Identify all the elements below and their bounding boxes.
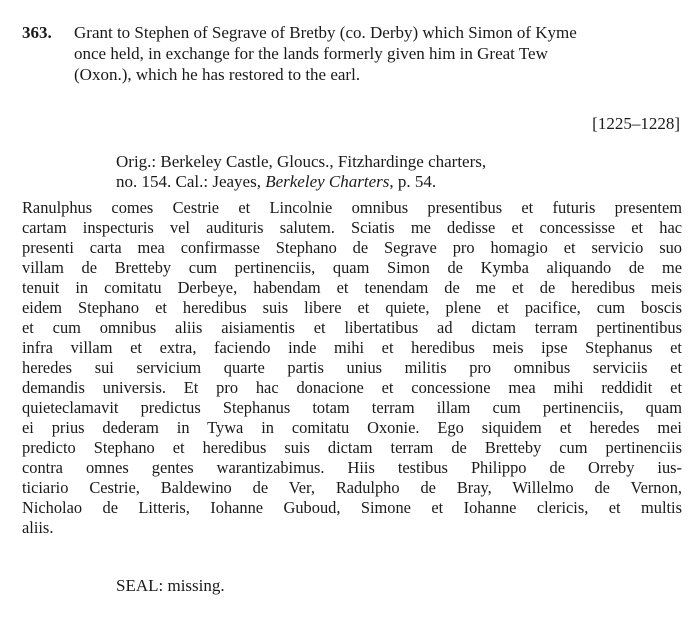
- charter-line: ticiario Cestrie, Baldewino de Ver, Radulpho de Bray, Willelmo de Vernon,: [22, 478, 682, 497]
- summary-line: (Oxon.), which he has restored to the earl.: [74, 65, 361, 84]
- charter-line: ei prius dederam in Tywa in comitatu Oxonie. Ego siquidem et heredes mei: [22, 418, 682, 437]
- charter-line: cartam inspecturis vel audituris salutem. Sciatis me dedisse et concessisse et hac: [22, 218, 682, 237]
- charter-line: villam de Bretteby cum pertinenciis, quam Simon de Kymba aliquando de me: [22, 258, 682, 277]
- date-range: [1225–1228]: [592, 114, 680, 133]
- charter-line: predicto Stephano et heredibus suis dictam terram de Bretteby cum pertinenciis: [22, 438, 682, 457]
- charter-line: aliis.: [22, 518, 54, 537]
- summary-line: Grant to Stephen of Segrave of Bretby (co. Derby) which Simon of Kyme: [74, 23, 577, 42]
- charter-line: presenti carta mea confirmasse Stephano de Segrave pro homagio et servicio suo: [22, 238, 682, 257]
- seal-note: SEAL: missing.: [116, 576, 225, 595]
- charter-line: infra villam et extra, faciendo inde mihi et heredibus meis ipse Stephanus et: [22, 338, 682, 357]
- entry-summary: [74, 22, 684, 85]
- summary-line: once held, in exchange for the lands formerly given him in Great Tew: [74, 44, 548, 63]
- source-suffix: , p. 54.: [389, 172, 437, 191]
- entry-number: 363.: [22, 23, 52, 42]
- source-line-1: Orig.: Berkeley Castle, Gloucs., Fitzhardinge charters,: [116, 152, 487, 171]
- source-line-2: [116, 172, 686, 192]
- charter-line: quieteclamavit predictus Stephanus totam terram illam cum pertinenciis, quam: [22, 398, 682, 417]
- charter-text: [22, 198, 682, 538]
- charter-line: et cum omnibus aliis aisiamentis et libertatibus ad dictam terram pertinentibus: [22, 318, 682, 337]
- charter-line: demandis universis. Et pro hac donacione et concessione mea mihi reddidit et: [22, 378, 682, 397]
- charter-line: Nicholao de Litteris, Iohanne Guboud, Simone et Iohanne clericis, et multis: [22, 498, 682, 517]
- charter-line: heredes sui servicium quarte partis unius militis pro omnibus serviciis et: [22, 358, 682, 377]
- source-citation: [116, 152, 686, 192]
- charter-line: eidem Stephano et heredibus suis libere et quiete, plene et pacifice, cum boscis: [22, 298, 682, 317]
- charter-line: Ranulphus comes Cestrie et Lincolnie omnibus presentibus et futuris presentem: [22, 198, 682, 217]
- charter-line: tenuit in comitatu Derbeye, habendam et tenendam de me et de heredibus meis: [22, 278, 682, 297]
- source-prefix: no. 154. Cal.: Jeayes,: [116, 172, 266, 191]
- source-title: Berkeley Charters: [265, 172, 390, 191]
- charter-line: contra omnes gentes warantizabimus. Hiis testibus Philippo de Orreby ius-: [22, 458, 682, 477]
